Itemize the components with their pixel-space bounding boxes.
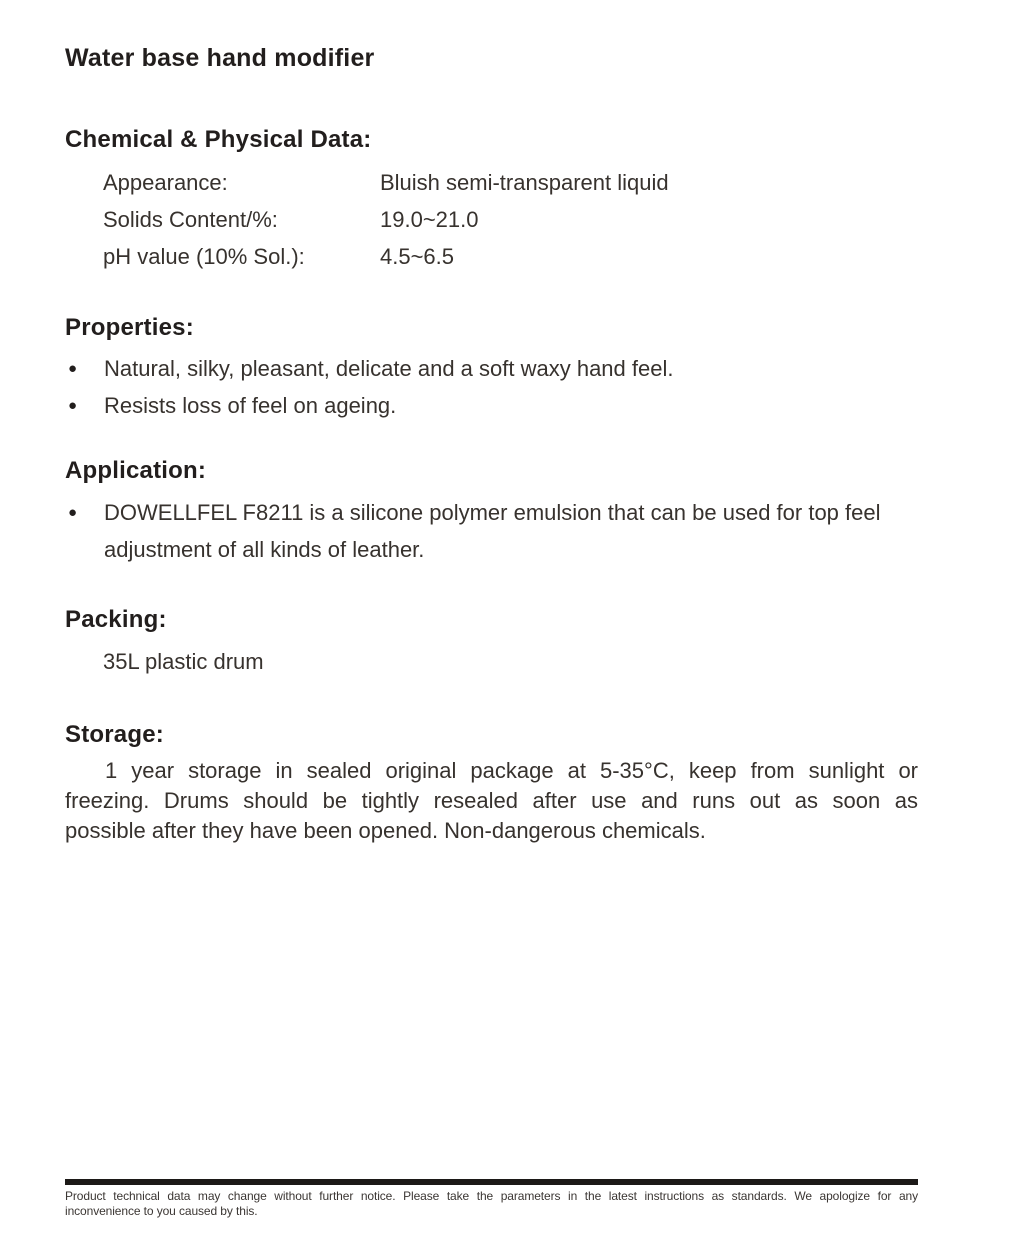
storage-paragraph — [65, 756, 918, 846]
footer-text-line: Product technical data may change without further notice. Please take the parameters in the latest instructions as standards. We apologize for any — [65, 1189, 918, 1203]
application-list — [65, 494, 918, 568]
list-item — [65, 494, 918, 568]
table-row — [65, 201, 918, 238]
page-title: Water base hand modifier — [65, 44, 375, 72]
list-item — [65, 350, 918, 387]
packing-heading: Packing: — [65, 606, 167, 633]
appearance-value: Bluish semi-transparent liquid — [380, 170, 669, 195]
application-heading: Application: — [65, 457, 207, 484]
footer-disclaimer — [65, 1189, 918, 1219]
property-text: Natural, silky, pleasant, delicate and a soft waxy hand feel. — [104, 356, 674, 381]
properties-heading: Properties: — [65, 314, 194, 341]
footer-divider-rule — [65, 1179, 918, 1185]
appearance-label: Appearance: — [103, 170, 228, 195]
table-row — [65, 238, 918, 275]
solids-content-value: 19.0~21.0 — [380, 207, 479, 232]
application-text-line: adjustment of all kinds of leather. — [104, 537, 425, 562]
ph-value-label: pH value (10% Sol.): — [103, 244, 305, 269]
storage-heading: Storage: — [65, 721, 164, 748]
ph-value-value: 4.5~6.5 — [380, 244, 455, 269]
bullet-icon: ● — [68, 504, 78, 521]
chemical-data-table — [65, 164, 918, 275]
properties-list — [65, 350, 918, 424]
bullet-icon: ● — [68, 360, 78, 377]
solids-content-label: Solids Content/%: — [103, 207, 278, 232]
table-row — [65, 164, 918, 201]
bullet-icon: ● — [68, 397, 78, 414]
storage-text-line: possible after they have been opened. Non-dangerous chemicals. — [65, 818, 706, 843]
footer-text-line: inconvenience to you caused by this. — [65, 1204, 258, 1218]
property-text: Resists loss of feel on ageing. — [104, 393, 397, 418]
storage-text-line: 1 year storage in sealed original package at 5-35°C, keep from sunlight or — [105, 758, 918, 783]
list-item — [65, 387, 918, 424]
chemical-physical-data-heading: Chemical & Physical Data: — [65, 126, 372, 153]
storage-text-line: freezing. Drums should be tightly resealed after use and runs out as soon as — [65, 788, 918, 813]
application-text-line: DOWELLFEL F8211 is a silicone polymer emulsion that can be used for top feel — [104, 500, 881, 525]
packing-value: 35L plastic drum — [103, 649, 264, 674]
